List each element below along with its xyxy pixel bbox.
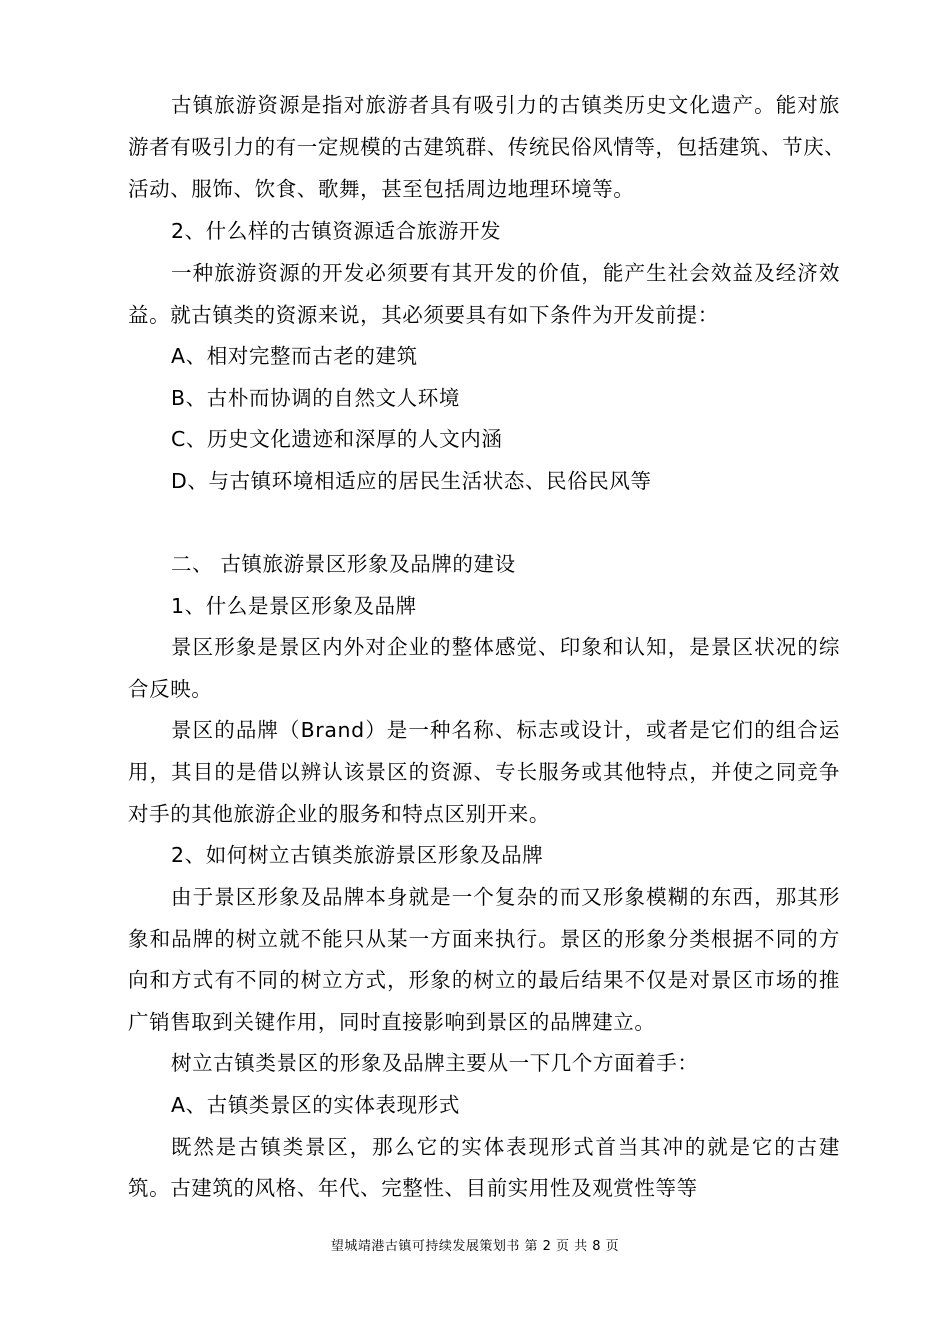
body-paragraph-line: 由于景区形象及品牌本身就是一个复杂的而又形象模糊的东西，那其形: [171, 885, 840, 909]
page-footer: 望城靖港古镇可持续发展策划书 第 2 页 共 8 页: [330, 1239, 620, 1254]
body-paragraph-line: 合反映。: [128, 677, 213, 701]
body-paragraph-line: 树立古镇类景区的形象及品牌主要从一下几个方面着手：: [171, 1051, 699, 1075]
body-paragraph-line: 既然是古镇类景区，那么它的实体表现形式首当其冲的就是它的古建: [171, 1135, 840, 1159]
body-paragraph-line: 筑。古建筑的风格、年代、完整性、目前实用性及观赏性等等: [128, 1176, 698, 1200]
section-subheading: 2、什么样的古镇资源适合旅游开发: [171, 219, 502, 243]
section-subheading: 2、如何树立古镇类旅游景区形象及品牌: [171, 843, 544, 867]
body-paragraph-line: 景区的品牌（Brand）是一种名称、标志或设计，或者是它们的组合运: [171, 718, 840, 742]
body-paragraph-line: 活动、服饰、饮食、歌舞，甚至包括周边地理环境等。: [128, 177, 635, 201]
body-paragraph-line: 用，其目的是借以辨认该景区的资源、专长服务或其他特点，并使之同竞争: [128, 760, 840, 784]
list-item: A、古镇类景区的实体表现形式: [171, 1093, 460, 1117]
list-item: A、相对完整而古老的建筑: [171, 344, 418, 368]
body-paragraph-line: 向和方式有不同的树立方式，形象的树立的最后结果不仅是对景区市场的推: [128, 968, 840, 992]
list-item: C、历史文化遗迹和深厚的人文内涵: [171, 427, 503, 451]
body-paragraph-line: 游者有吸引力的有一定规模的古建筑群、传统民俗风情等，包括建筑、节庆、: [128, 135, 846, 159]
body-paragraph-line: 益。就古镇类的资源来说，其必须要具有如下条件为开发前提：: [128, 303, 719, 327]
body-paragraph-line: 景区形象是景区内外对企业的整体感觉、印象和认知，是景区状况的综: [171, 635, 840, 659]
body-paragraph-line: 象和品牌的树立就不能只从某一方面来执行。景区的形象分类根据不同的方: [128, 927, 840, 951]
section-heading: 二、 古镇旅游景区形象及品牌的建设: [171, 552, 516, 576]
section-subheading: 1、什么是景区形象及品牌: [171, 594, 417, 618]
body-paragraph-line: 一种旅游资源的开发必须要有其开发的价值，能产生社会效益及经济效: [171, 261, 840, 285]
body-paragraph-line: 广销售取到关键作用，同时直接影响到景区的品牌建立。: [128, 1010, 656, 1034]
body-paragraph-line: 古镇旅游资源是指对旅游者具有吸引力的古镇类历史文化遗产。能对旅: [171, 93, 840, 117]
list-item: B、古朴而协调的自然文人环境: [171, 386, 460, 410]
body-paragraph-line: 对手的其他旅游企业的服务和特点区别开来。: [128, 802, 550, 826]
list-item: D、与古镇环境相适应的居民生活状态、民俗民风等: [171, 469, 652, 493]
